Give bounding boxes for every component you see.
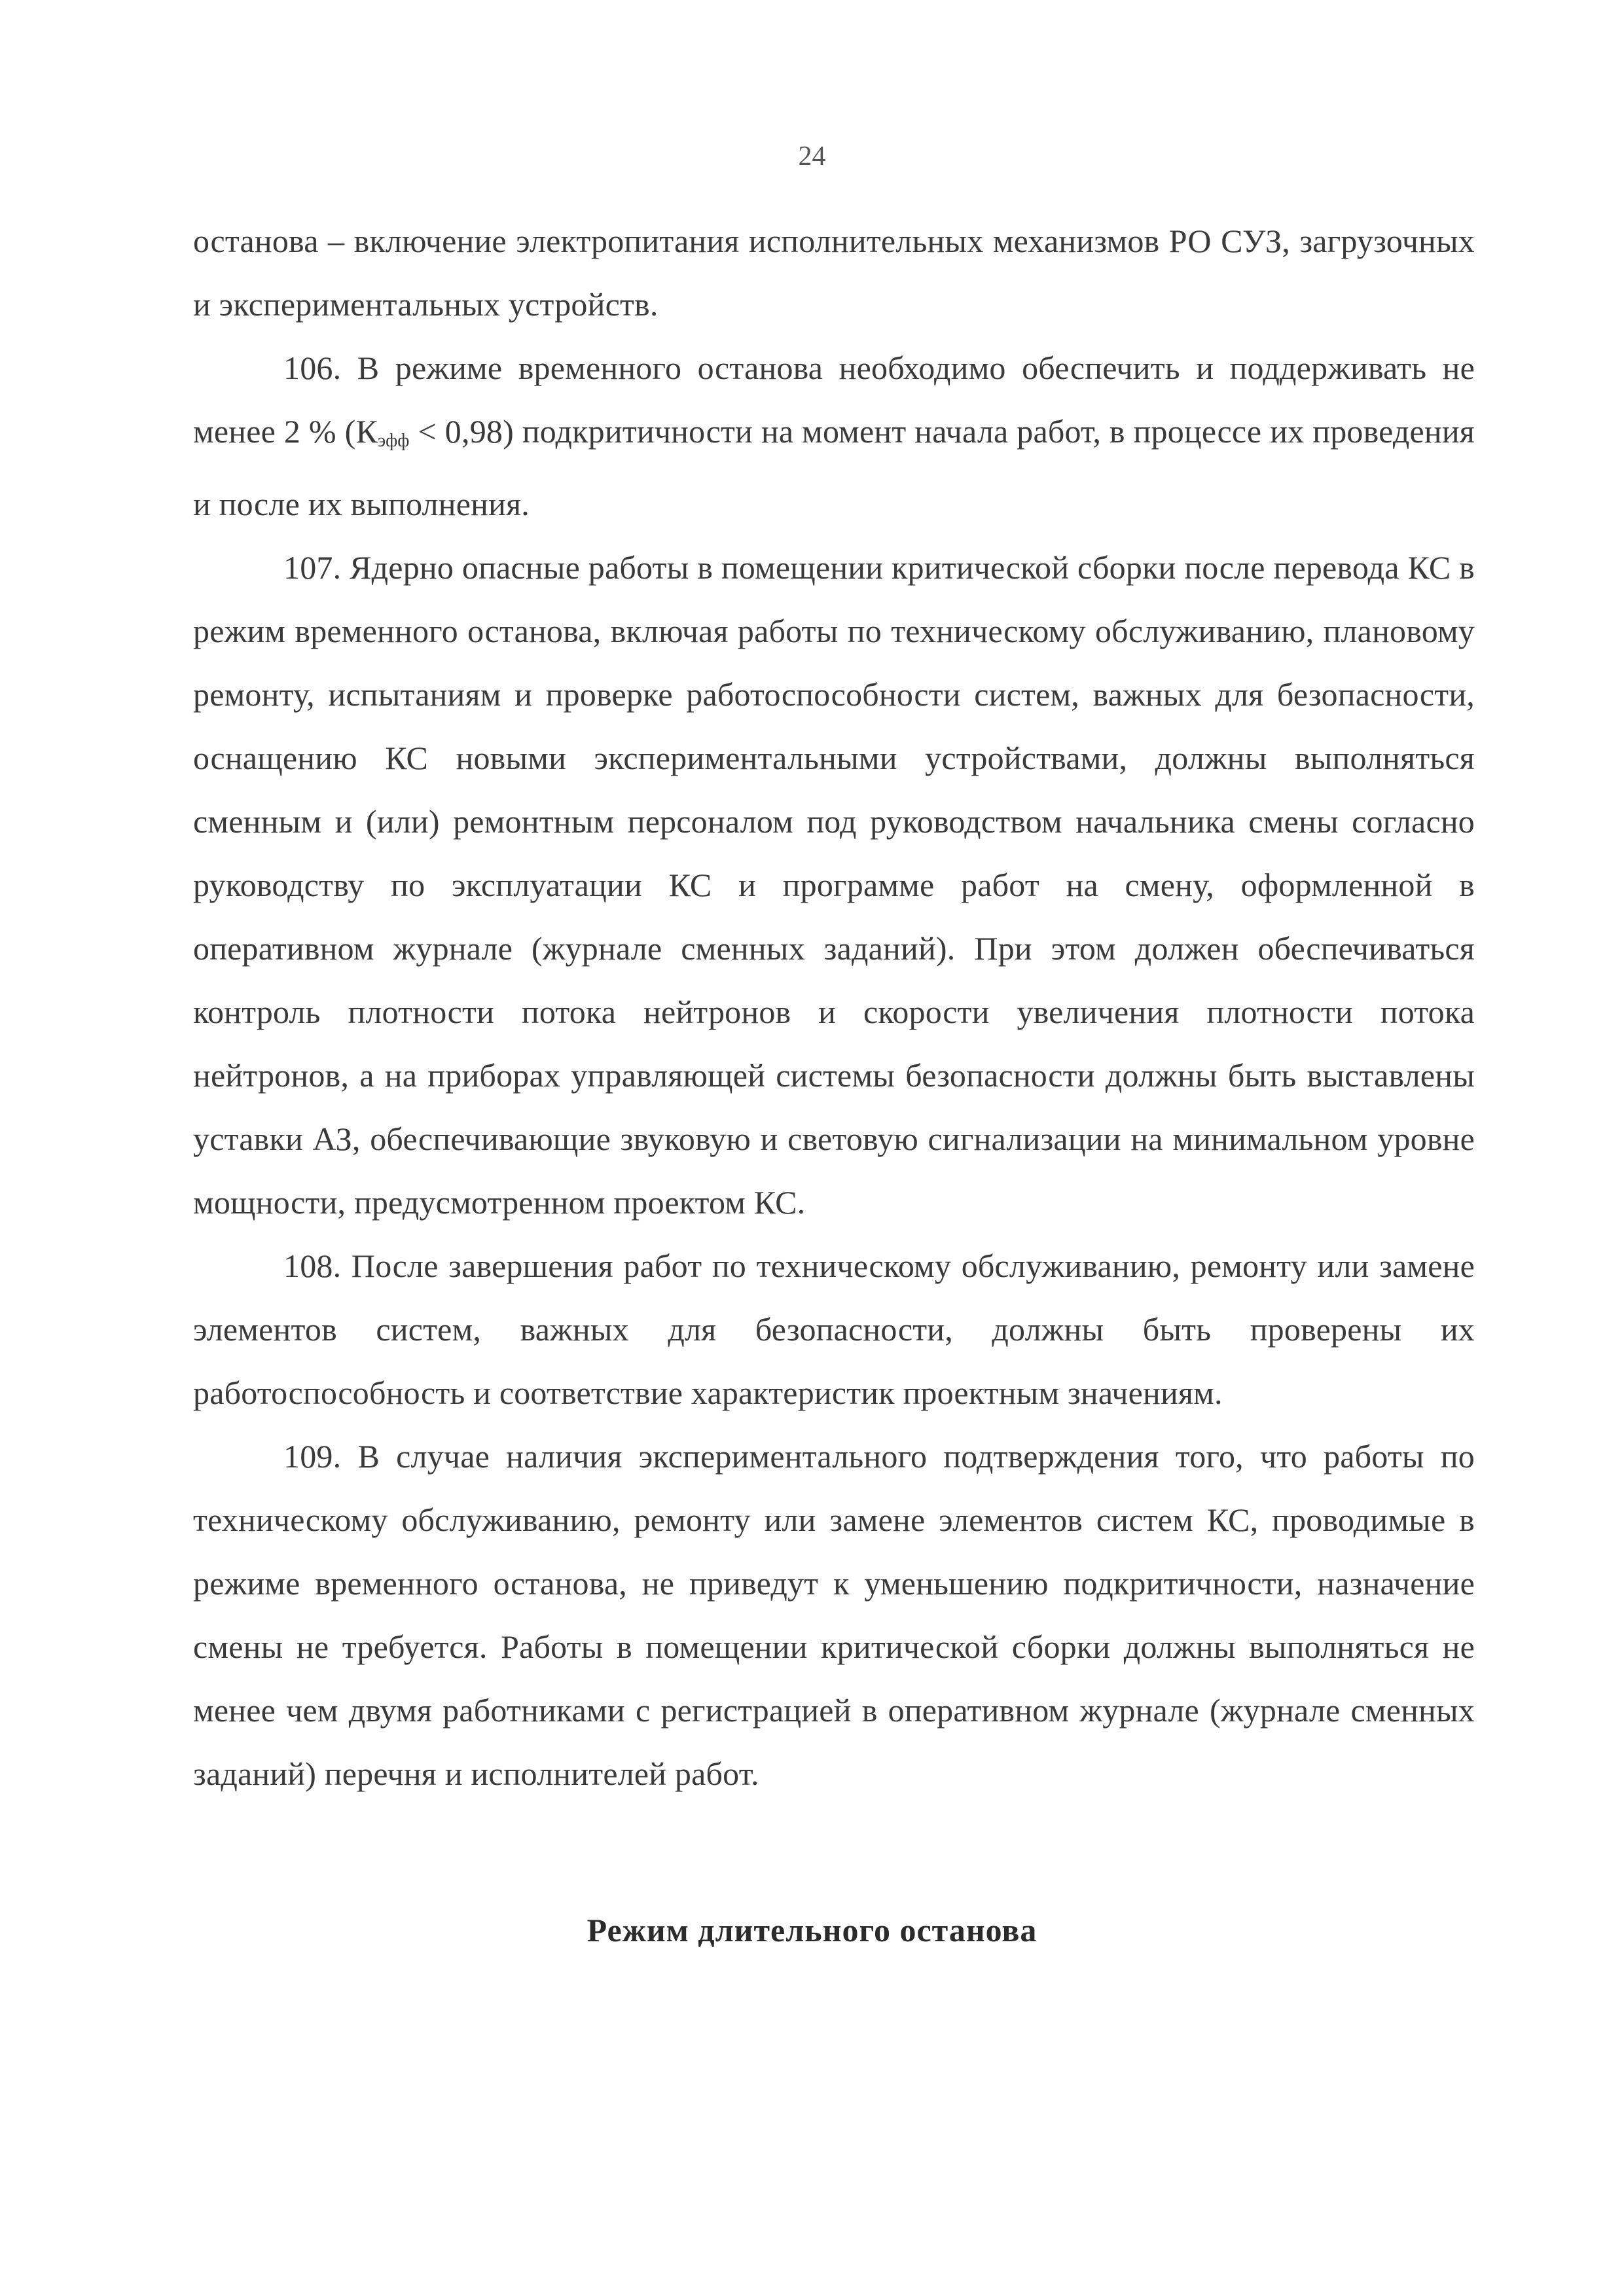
body-text	[193, 209, 1475, 1806]
page-number: 24	[798, 141, 826, 171]
paragraph-107: 107. Ядерно опасные работы в помещении критической сборки после перевода КС в режим временного останова, включая работы по техническому обслуживанию, плановому ремонту, испытаниям и проверке работоспособности систем, важных для безопасности, оснащению КС новыми экспериментальными устройствами, должны выполняться сменным и (или) ремонтным персоналом под руководством начальника смены согласно руководству по эксплуатации КС и программе работ на смену, оформленной в оперативном журнале (журнале сменных заданий). При этом должен обеспечиваться контроль плотности потока нейтронов и скорости увеличения плотности потока нейтронов, а на приборах управляющей системы безопасности должны быть выставлены уставки АЗ, обеспечивающие звуковую и световую сигнализации на минимальном уровне мощности, предусмотренном проектом КС.	[193, 549, 1475, 1221]
paragraph-106	[193, 336, 1475, 536]
paragraph-106-text-end: < 0,98) подкритичности на момент начала работ, в процессе их проведения и после их выполнения.	[193, 413, 1475, 522]
paragraph-108: 108. После завершения работ по техническому обслуживанию, ремонту или замене элементов систем, важных для безопасности, должны быть проверены их работоспособность и соответствие характеристик проектным значениям.	[193, 1247, 1475, 1411]
k-eff-subscript: эфф	[378, 431, 410, 451]
paragraph-109: 109. В случае наличия экспериментального подтверждения того, что работы по техническому обслуживанию, ремонту или замене элементов систем КС, проводимые в режиме временного останова, не приведут к уменьшению подкритичности, назначение смены не требуется. Работы в помещении критической сборки должны выполняться не менее чем двумя работниками с регистрацией в оперативном журнале (журнале сменных заданий) перечня и исполнителей работ.	[193, 1438, 1475, 1792]
paragraph-continuation: останова – включение электропитания исполнительных механизмов РО СУЗ, загрузочных и экспериментальных устройств.	[193, 223, 1475, 323]
paragraph-106-text-start: 106. В режиме временного останова необходимо обеспечить и поддерживать не менее 2 % (К	[193, 350, 1475, 450]
section-heading: Режим длительного останова	[586, 1912, 1038, 1948]
